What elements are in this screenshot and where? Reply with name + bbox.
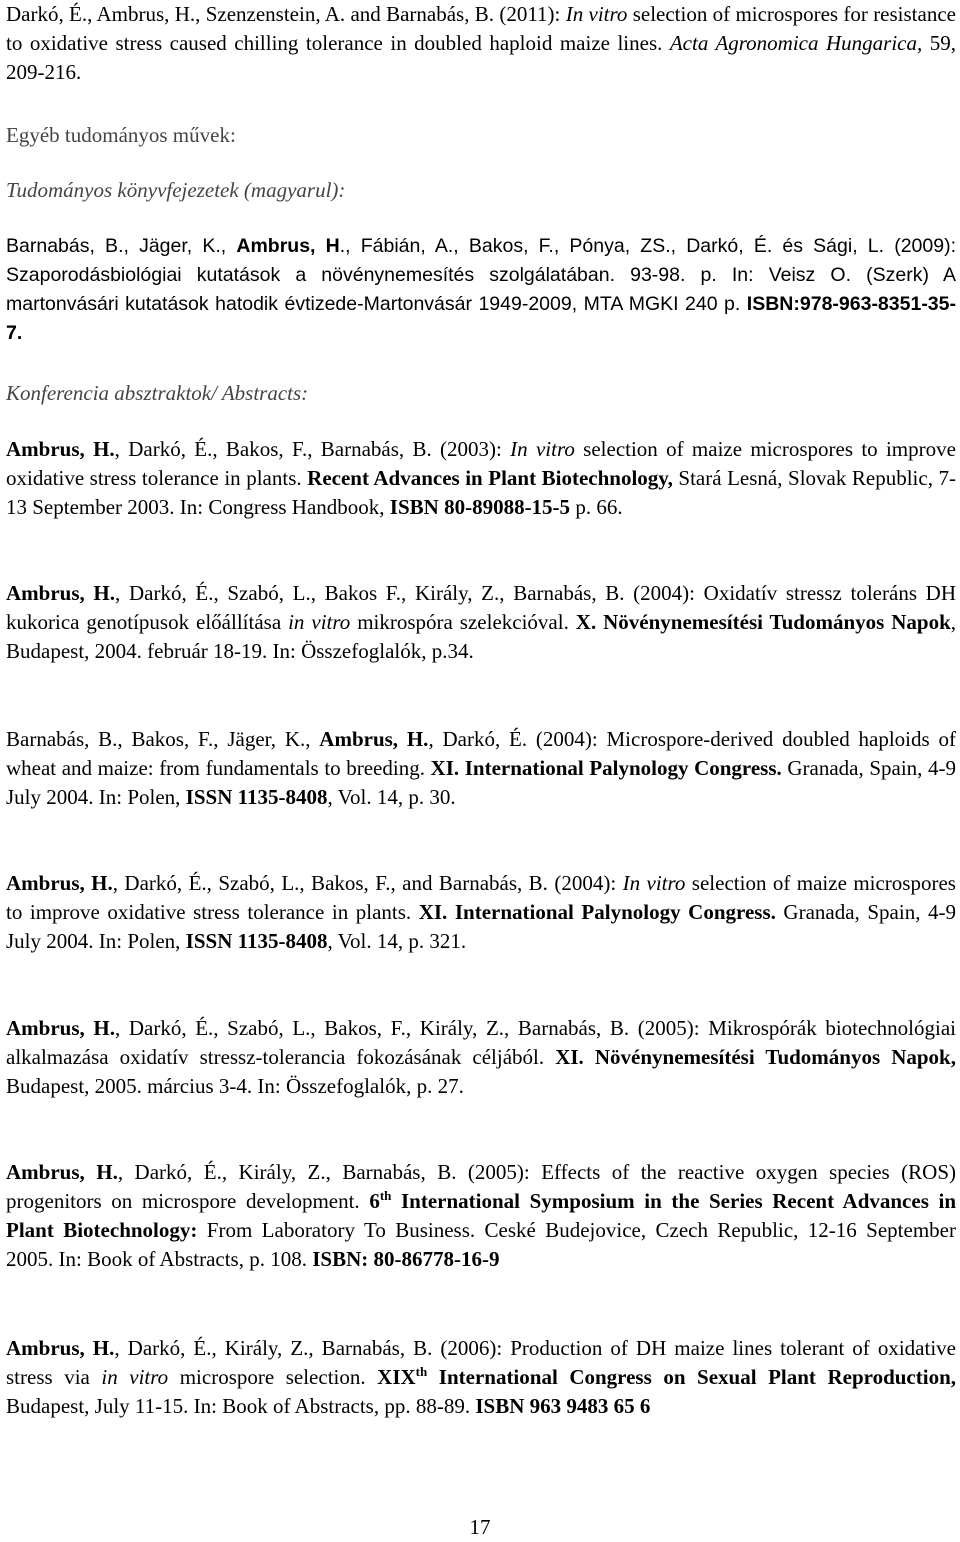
reference-text-run: , Vol. 14, p. 30.	[327, 785, 456, 809]
reference-entry	[6, 435, 956, 522]
reference-entry	[6, 1158, 956, 1274]
reference-entry	[6, 1014, 956, 1101]
reference-text-run: ISBN: 80-86778-16-9	[312, 1247, 500, 1271]
reference-text-run: Recent Advances in Plant Biotechnology,	[307, 466, 673, 490]
reference-entry	[6, 1334, 956, 1421]
reference-text-run: Granada, Spain, 4-9 July 2004. In: Polen,	[6, 756, 956, 809]
reference-entry	[6, 725, 956, 812]
reference-text-run: , Darkó, É., Bakos, F., Barnabás, B. (2003):	[114, 437, 511, 461]
reference-text-run: ISSN 1135-8408	[185, 785, 328, 809]
reference-text-run: mikrospóra szelekcióval.	[350, 610, 576, 634]
reference-text-run: Darkó, É., Ambrus, H., Szenzenstein, A. and Barnabás, B. (2011):	[6, 2, 566, 26]
reference-text-run: in vitro	[288, 610, 351, 634]
reference-text-run: Ambrus, H.	[6, 1016, 115, 1040]
reference-text-run: XI. International Palynology Congress.	[418, 900, 776, 924]
reference-entry	[6, 232, 956, 348]
reference-text-run: microspore selection.	[168, 1365, 378, 1389]
section-heading: Egyéb tudományos művek:	[6, 123, 236, 147]
section-heading: Tudományos könyvfejezetek (magyarul):	[6, 178, 346, 202]
reference-text-run: International Symposium in the Series Recent Advances in Plant Biotechnology:	[6, 1189, 956, 1242]
reference-text-run: Ambrus, H.	[6, 871, 113, 895]
reference-text-run: Ambrus, H.	[6, 1336, 115, 1360]
reference-text-run: XI. Növénynemesítési Tudományos Napok,	[555, 1045, 956, 1069]
reference-text-run: , Budapest, 2004. február 18-19. In: Összefoglalók, p.34.	[6, 610, 957, 663]
reference-text-run: selection of maize microspores to improve oxidative stress tolerance in plants.	[6, 871, 956, 924]
reference-text-run: , Darkó, É., Király, Z., Barnabás, B. (2005): Effects of the reactive oxygen species (ROS) progenitors on microspore development.	[6, 1160, 956, 1213]
reference-entry	[6, 869, 956, 956]
reference-text-run: Granada, Spain, 4-9 July 2004. In: Polen,	[6, 900, 956, 953]
reference-text-run: ISBN 80-89088-15-5	[389, 495, 571, 519]
reference-text-run: , Darkó, É., Szabó, L., Bakos, F., Király, Z., Barnabás, B. (2005): Mikrospórák biotechnológiai alkalmazása oxidatív stressz-tolerancia fokozásának céljából.	[6, 1016, 956, 1069]
reference-text-run: Stará Lesná, Slovak Republic, 7-13 September 2003. In: Congress Handbook,	[6, 466, 956, 519]
reference-text-run: Ambrus, H	[236, 235, 340, 257]
reference-text-run: ISBN:978-963-8351-35-7.	[6, 293, 956, 344]
reference-text-run: ., Fábián, A., Bakos, F., Pónya, ZS., Darkó, É. és Sági, L. (2009): Szaporodásbiológiai kutatások a növénynemesítés szolgálatában. 93-98. p. In: Veisz O. (Szerk) A martonvásári kutatások hatodik évtizede-Martonvásár 1949-2009, MTA MGKI 240 p.	[6, 235, 956, 315]
reference-text-run: Ambrus, H.	[319, 727, 429, 751]
reference-text-run: In vitro	[565, 2, 628, 26]
reference-text-run: Ambrus, H.	[6, 581, 116, 605]
reference-text-run: 6	[369, 1189, 380, 1213]
reference-text-run: In vitro	[510, 437, 575, 461]
reference-text-run: 59, 209-216.	[6, 31, 956, 84]
reference-text-run: in vitro	[101, 1365, 169, 1389]
reference-text-run: XI. International Palynology Congress.	[430, 756, 782, 780]
reference-text-run: ISBN 963 9483 65 6	[475, 1394, 651, 1418]
reference-text-run: selection of maize microspores to improve oxidative stress tolerance in plants.	[6, 437, 956, 490]
reference-entry	[6, 579, 956, 666]
page-number: 17	[469, 1515, 491, 1539]
reference-text-run: th	[415, 1364, 428, 1379]
reference-text-run: ISSN 1135-8408	[185, 929, 328, 953]
reference-text-run: , Darkó, É., Király, Z., Barnabás, B. (2006): Production of DH maize lines tolerant of oxidative stress via	[6, 1336, 956, 1389]
reference-text-run: , Darkó, É., Szabó, L., Bakos F., Király, Z., Barnabás, B. (2004): Oxidatív stressz toleráns DH kukorica genotípusok előállítása	[6, 581, 956, 634]
reference-text-run: p. 66.	[570, 495, 623, 519]
reference-entry	[6, 0, 956, 87]
reference-text-run: , Vol. 14, p. 321.	[327, 929, 467, 953]
reference-text-run: , Darkó, É., Szabó, L., Bakos, F., and Barnabás, B. (2004):	[112, 871, 623, 895]
reference-text-run: Barnabás, B., Jäger, K.,	[6, 235, 237, 257]
reference-text-run: , Darkó, É. (2004): Microspore-derived doubled haploids of wheat and maize: from fundamentals to breeding.	[6, 727, 956, 780]
reference-text-run: Ambrus, H.	[6, 1160, 118, 1184]
reference-text-run: In vitro	[622, 871, 686, 895]
section-heading: Konferencia absztraktok/ Abstracts:	[6, 381, 309, 405]
reference-text-run: Barnabás, B., Bakos, F., Jäger, K.,	[6, 727, 320, 751]
reference-text-run: International Congress on Sexual Plant Reproduction,	[427, 1365, 957, 1389]
reference-text-run: selection of microspores for resistance to oxidative stress caused chilling tolerance in doubled haploid maize lines.	[6, 2, 956, 55]
reference-text-run: th	[379, 1188, 392, 1203]
reference-text-run: X. Növénynemesítési Tudományos Napok	[575, 610, 951, 634]
reference-text-run: Ambrus, H.	[6, 437, 115, 461]
reference-text-run: Acta Agronomica Hungarica,	[669, 31, 923, 55]
reference-text-run: Budapest, 2005. március 3-4. In: Összefoglalók, p. 27.	[6, 1074, 464, 1098]
reference-text-run: XIX	[377, 1365, 416, 1389]
reference-text-run: From Laboratory To Business. Ceské Budejovice, Czech Republic, 12-16 September 2005. In: Book of Abstracts, p. 108.	[6, 1218, 956, 1271]
reference-text-run: Budapest, July 11-15. In: Book of Abstracts, pp. 88-89.	[6, 1394, 476, 1418]
